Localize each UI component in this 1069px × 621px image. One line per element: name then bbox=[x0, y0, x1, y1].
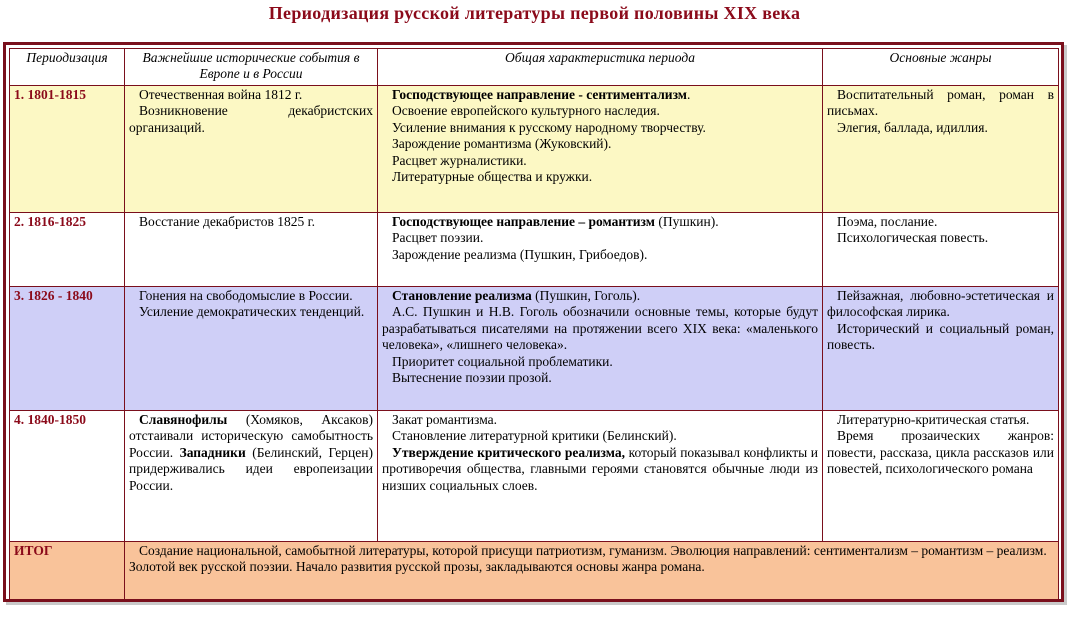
genre-line: Воспитательный роман, роман в письмах. bbox=[827, 87, 1054, 119]
genre-line: Время прозаических жанров: повести, рассказа, цикла рассказов или повестей, психологического романа bbox=[827, 428, 1054, 477]
char-line: А.С. Пушкин и Н.В. Гоголь обозначили основные темы, которые будут разрабатываться писателями на протяжении всего XIX века: «маленького человека», «лишнего человека». bbox=[382, 304, 818, 353]
header-events: Важнейшие исторические события в Европе и в России bbox=[125, 49, 378, 86]
events-line: Отечественная война 1812 г. bbox=[139, 87, 303, 102]
summary-row bbox=[10, 542, 1059, 600]
summary-label: ИТОГ bbox=[10, 542, 125, 600]
characteristics-cell bbox=[378, 287, 823, 411]
char-bold: Становление реализма bbox=[392, 288, 532, 303]
genre-line: Исторический и социальный роман, повесть. bbox=[827, 320, 1054, 353]
events-line: Восстание декабристов 1825 г. bbox=[139, 214, 315, 229]
char-line: Расцвет журналистики. bbox=[392, 152, 527, 168]
period-cell: 1. 1801-1815 bbox=[10, 86, 125, 213]
genres-cell bbox=[823, 86, 1059, 213]
events-bold: Западники bbox=[179, 444, 246, 460]
table-row-1801-1815 bbox=[10, 86, 1059, 213]
events-line: Гонения на свободомыслие в России. bbox=[139, 288, 353, 303]
table-row-1840-1850 bbox=[10, 411, 1059, 542]
char-line: Расцвет поэзии. bbox=[392, 230, 484, 246]
char-line: Литературные общества и кружки. bbox=[392, 169, 593, 185]
periodization-table bbox=[9, 48, 1059, 600]
char-line: Закат романтизма. bbox=[392, 412, 498, 427]
events-cell bbox=[125, 287, 378, 411]
header-periodization: Периодизация bbox=[10, 49, 125, 86]
period-cell: 4. 1840-1850 bbox=[10, 411, 125, 542]
char-tail: (Пушкин). bbox=[654, 214, 719, 229]
char-bold: Господствующее направление - сентиментализм bbox=[392, 87, 687, 102]
genre-line: Элегия, баллада, идиллия. bbox=[837, 119, 988, 135]
header-genres: Основные жанры bbox=[823, 49, 1059, 86]
header-row bbox=[10, 49, 1059, 86]
char-tail: который показывал конфликты и противоречия общества, главными героями становятся обычные люди из низших социальных слоев. bbox=[382, 444, 818, 493]
events-text: (Хомяков, Аксаков) отстаивали историческую самобытность России. bbox=[129, 412, 373, 460]
genre-line: Психологическая повесть. bbox=[837, 230, 989, 246]
char-tail: . bbox=[687, 87, 691, 102]
char-line: Зарождение романтизма (Жуковский). bbox=[392, 136, 612, 152]
genre-line: Литературно-критическая статья. bbox=[837, 412, 1030, 427]
period-cell: 3. 1826 - 1840 bbox=[10, 287, 125, 411]
events-cell bbox=[125, 86, 378, 213]
characteristics-cell bbox=[378, 213, 823, 287]
events-bold: Славянофилы bbox=[139, 412, 228, 427]
summary-text: Создание национальной, самобытной литературы, которой присущи патриотизм, гуманизм. Эволюция направлений: сентиментализм – романтизм – реализм. Золотой век русской поэзии. Начало развития русской прозы, закладываются основы жанра романа. bbox=[129, 543, 1047, 575]
char-line: Усиление внимания к русскому народному творчеству. bbox=[392, 119, 706, 135]
char-tail: (Пушкин, Гоголь). bbox=[531, 288, 641, 303]
characteristics-cell bbox=[378, 86, 823, 213]
genres-cell bbox=[823, 287, 1059, 411]
events-line: Возникновение декабристских организаций. bbox=[129, 103, 373, 135]
char-line: Вытеснение поэзии прозой. bbox=[392, 370, 552, 386]
header-characteristics: Общая характеристика периода bbox=[378, 49, 823, 86]
characteristics-cell bbox=[378, 411, 823, 542]
events-line: Усиление демократических тенденций. bbox=[139, 304, 365, 320]
summary-cell bbox=[125, 542, 1059, 600]
genres-cell bbox=[823, 213, 1059, 287]
periodization-table-frame bbox=[3, 42, 1064, 602]
events-text: (Белинский, Герцен) придерживались идеи европеизации России. bbox=[129, 444, 373, 493]
events-cell bbox=[125, 213, 378, 287]
char-bold: Утверждение критического реализма, bbox=[392, 444, 626, 460]
char-line: Зарождение реализма (Пушкин, Грибоедов). bbox=[392, 246, 648, 262]
table-row-1816-1825 bbox=[10, 213, 1059, 287]
genres-cell bbox=[823, 411, 1059, 542]
genre-line: Поэма, послание. bbox=[837, 214, 938, 229]
char-line: Становление литературной критики (Белинский). bbox=[392, 428, 677, 444]
char-line: Освоение европейского культурного наследия. bbox=[392, 103, 660, 119]
period-cell: 2. 1816-1825 bbox=[10, 213, 125, 287]
char-bold: Господствующее направление – романтизм bbox=[392, 214, 655, 229]
genre-line: Пейзажная, любовно-эстетическая и философская лирика. bbox=[827, 288, 1054, 320]
events-cell bbox=[125, 411, 378, 542]
table-row-1826-1840 bbox=[10, 287, 1059, 411]
page-title: Периодизация русской литературы первой половины XIX века bbox=[268, 3, 801, 23]
char-line: Приоритет социальной проблематики. bbox=[392, 353, 613, 369]
